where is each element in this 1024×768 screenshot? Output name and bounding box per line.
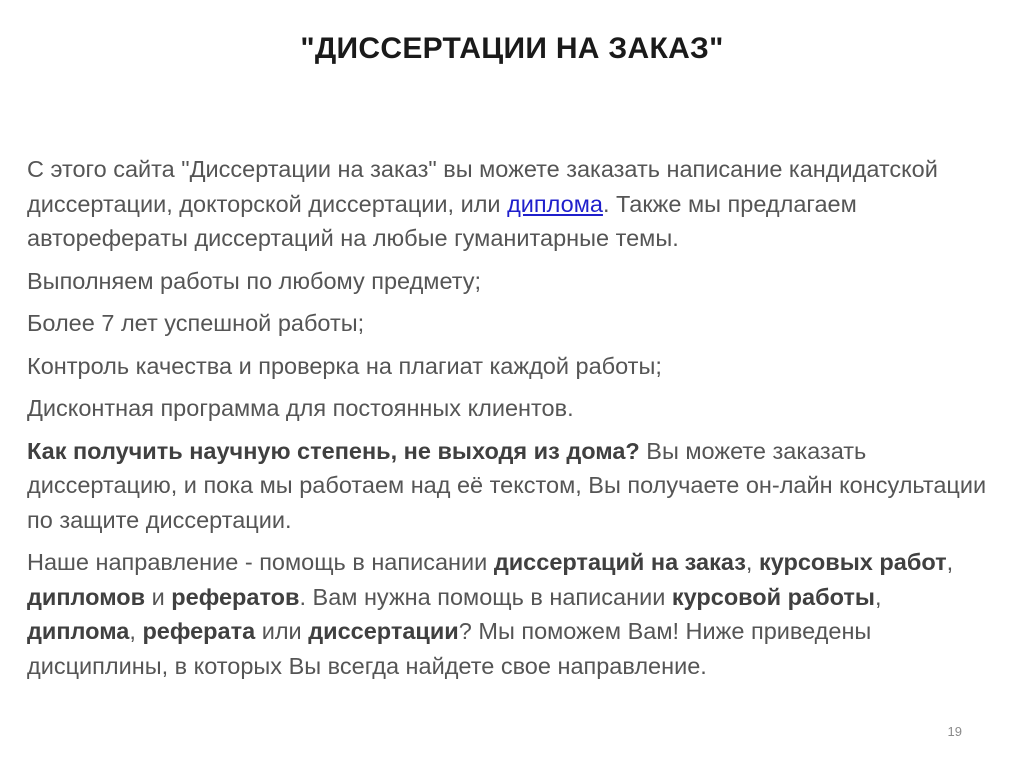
- page-number: 19: [947, 724, 962, 739]
- service-essays: рефератов: [171, 583, 300, 610]
- service-dissertation-single: диссертации: [308, 618, 459, 644]
- intro-paragraph: [27, 152, 987, 256]
- slide-content: [27, 152, 987, 691]
- services-text: . Вам нужна помощь в написании: [299, 583, 672, 610]
- services-text: ,: [745, 549, 759, 575]
- question-paragraph: [27, 434, 987, 538]
- services-text: ,: [946, 549, 954, 575]
- slide-title: "ДИССЕРТАЦИИ НА ЗАКАЗ": [300, 32, 724, 65]
- question-heading: Как получить научную степень, не выходя из дома?: [27, 437, 640, 464]
- intro-text-continued: . Также мы предлагаем автореферaты диссертаций на любые гуманитарные темы.: [27, 190, 857, 251]
- service-essay-single: реферата: [142, 618, 256, 644]
- services-text: или: [255, 618, 309, 644]
- diploma-link[interactable]: диплома: [507, 190, 603, 217]
- bullet-item: Контроль качества и проверка на плагиат каждой работы;: [27, 352, 662, 379]
- question-text: Вы можете заказать диссертацию, и пока мы работаем над её текстом, Вы получаете он-лайн консультации по защите диссертации.: [27, 437, 987, 533]
- service-diploma-single: диплома: [27, 618, 130, 644]
- service-diplomas: дипломов: [27, 583, 146, 610]
- service-dissertations: диссертаций на заказ: [493, 549, 746, 575]
- services-text: и: [145, 583, 172, 610]
- bullet-item: Более 7 лет успешной работы;: [27, 310, 365, 336]
- service-coursework-single: курсовой работы: [671, 583, 875, 610]
- services-text: ? Мы поможем Вам! Ниже приведены дисциплины, в которых Вы всегда найдете свое направление.: [27, 618, 872, 679]
- services-paragraph: [27, 545, 987, 683]
- services-text: ,: [129, 618, 143, 644]
- service-coursework: курсовых работ: [758, 549, 947, 575]
- services-text: Наше направление - помощь в написании: [27, 549, 494, 575]
- bullet-item: Дисконтная программа для постоянных клиентов.: [27, 395, 574, 421]
- intro-text: С этого сайта "Диссертации на заказ" вы можете заказать написание кандидатской диссертации, докторской диссертации, или: [27, 156, 938, 217]
- services-text: ,: [874, 583, 882, 610]
- bullet-item: Выполняем работы по любому предмету;: [27, 267, 482, 294]
